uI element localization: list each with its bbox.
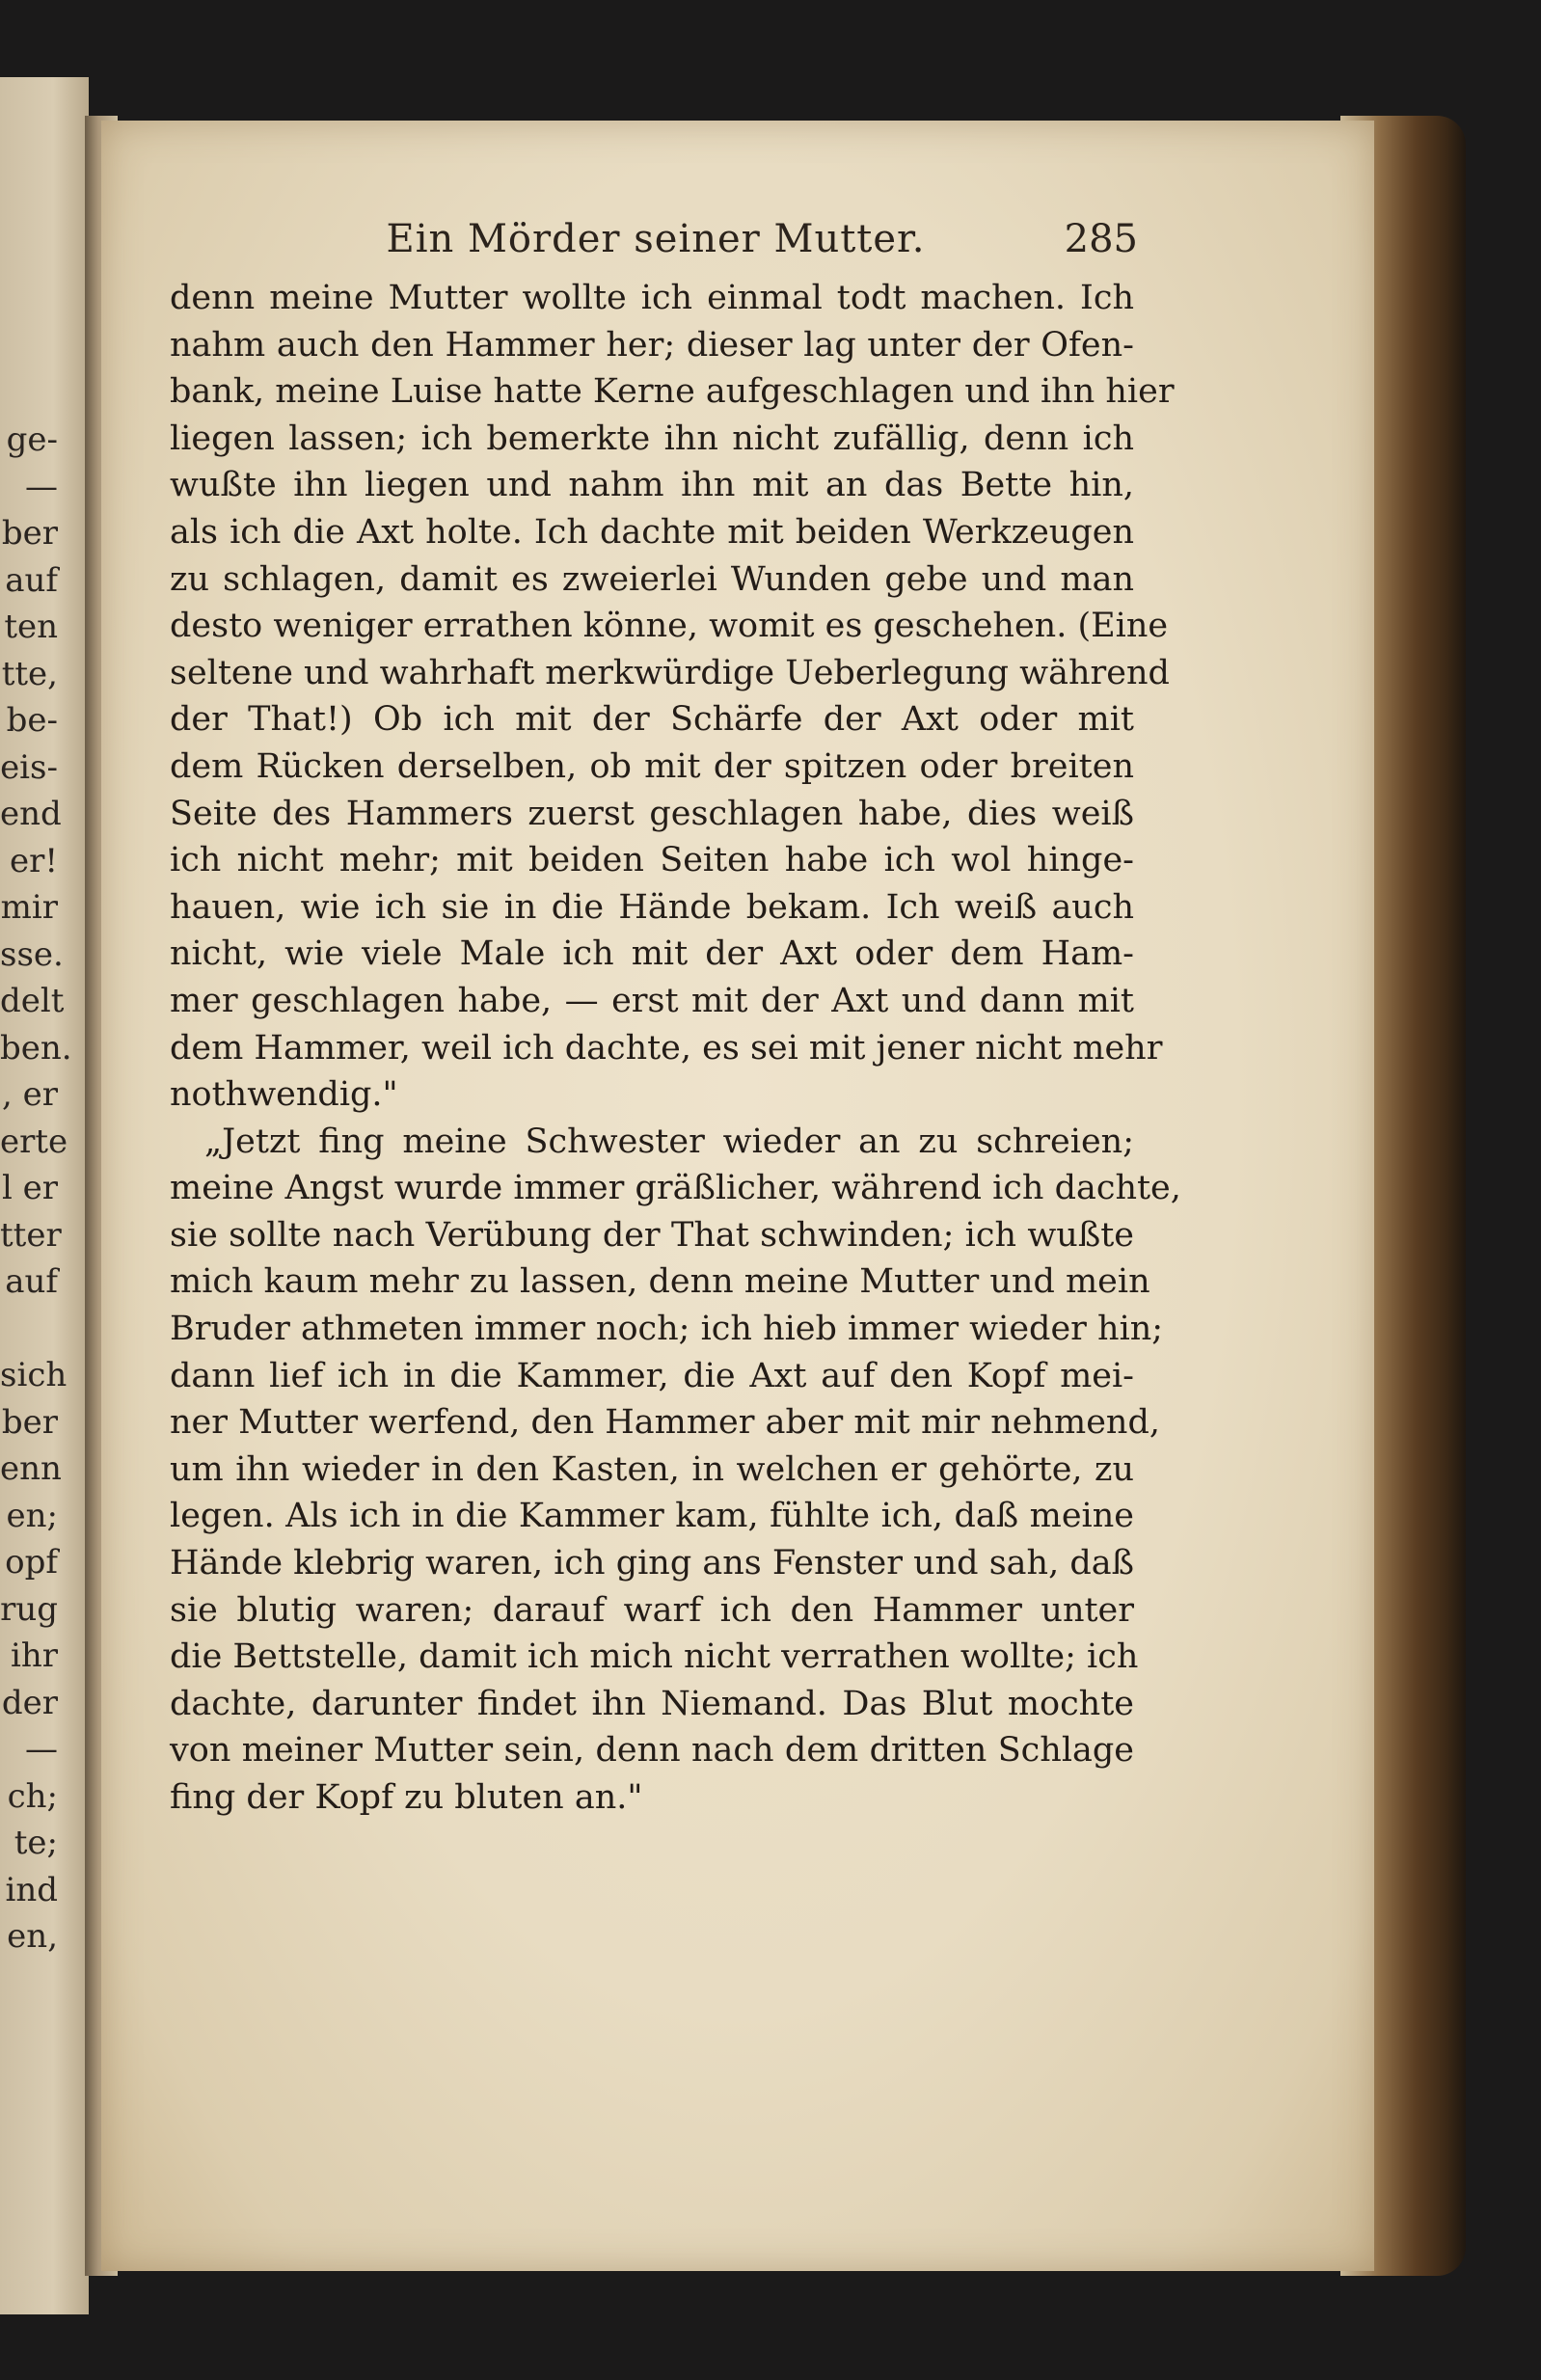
facing-page-fragment: ge- (6, 420, 58, 459)
facing-page-fragment: ben. (0, 1028, 72, 1068)
running-head: Ein Mörder seiner Mutter. (386, 217, 926, 261)
text-line: fing der Kopf zu bluten an." (170, 1778, 643, 1817)
text-line: ich nicht mehr; mit beiden Seiten habe ich wol hinge- (170, 841, 1134, 880)
facing-page-fragment: en, (7, 1917, 58, 1956)
text-line: Seite des Hammers zuerst geschlagen habe, dies weiß (170, 794, 1134, 833)
facing-page-fragment: opf (5, 1543, 58, 1582)
facing-page-fragment (0, 1306, 58, 1353)
facing-page-fragment: enn (0, 1449, 62, 1488)
text-line: Hände klebrig waren, ich ging ans Fenster und sah, daß (170, 1544, 1134, 1583)
facing-page-fragment: rug (0, 1589, 58, 1629)
facing-page-fragment: en; (6, 1496, 58, 1535)
facing-page-fragment: tter (0, 1215, 62, 1255)
text-line: sie sollte nach Verübung der That schwinden; ich wußte (170, 1215, 1134, 1255)
text-line: meine Angst wurde immer gräßlicher, während ich dachte, (170, 1169, 1181, 1208)
facing-page-fragment: ihr (10, 1636, 58, 1675)
facing-page-fragment: , er (2, 1075, 58, 1114)
facing-page-fragment: tte, (1, 654, 58, 693)
facing-page-left (0, 77, 89, 2314)
facing-page-fragment: der (1, 1683, 58, 1722)
text-line: dem Rücken derselben, ob mit der spitzen oder breiten (170, 746, 1134, 786)
facing-page-fragment: mir (0, 888, 58, 927)
text-line: nothwendig." (170, 1075, 398, 1115)
facing-page-fragment: ten (4, 608, 58, 646)
facing-page-fragment: auf (5, 1262, 58, 1301)
facing-page-fragment: eis- (0, 747, 58, 787)
facing-page-fragment: erte (0, 1122, 68, 1161)
facing-page-fragment: end (0, 795, 62, 833)
text-line: dachte, darunter findet ihn Niemand. Das Blut mochte (170, 1684, 1134, 1723)
text-line: der That!) Ob ich mit der Schärfe der Axt oder mit (170, 700, 1134, 740)
facing-page-fragment: sich (0, 1356, 68, 1394)
facing-page-fragment: ch; (7, 1776, 58, 1816)
facing-page-fragment: er! (9, 841, 58, 880)
page-number: 285 (1064, 217, 1138, 261)
text-line: wußte ihn liegen und nahm ihn mit an das Bette hin, (170, 466, 1134, 505)
facing-page-fragment: delt (0, 982, 65, 1020)
text-line: dann lief ich in die Kammer, die Axt auf den Kopf mei- (170, 1356, 1134, 1395)
facing-page-fragment: te; (14, 1824, 58, 1862)
facing-page-fragment: ind (5, 1870, 58, 1909)
facing-page-text-fragments (0, 417, 72, 1961)
text-line: sie blutig waren; darauf warf ich den Hammer unter (170, 1590, 1134, 1630)
text-line: mer geschlagen habe, — erst mit der Axt und dann mit (170, 981, 1134, 1020)
text-line: denn meine Mutter wollte ich einmal todt machen. Ich (170, 279, 1134, 317)
text-line: zu schlagen, damit es zweierlei Wunden gebe und man (170, 559, 1134, 599)
facing-page-fragment: — (25, 1730, 58, 1769)
text-line: hauen, wie ich sie in die Hände bekam. Ich weiß auch (170, 887, 1134, 927)
facing-page-fragment: be- (6, 701, 58, 740)
facing-page-fragment: ber (1, 514, 58, 553)
text-line: „Jetzt fing meine Schwester wieder an zu schreien; (204, 1122, 1134, 1161)
facing-page-fragment: ber (1, 1402, 58, 1442)
text-line: nahm auch den Hammer her; dieser lag unter der Ofen- (170, 325, 1134, 365)
text-line: als ich die Axt holte. Ich dachte mit beiden Werkzeugen (170, 512, 1134, 552)
text-line: nicht, wie viele Male ich mit der Axt oder dem Ham- (170, 934, 1134, 974)
page-header (309, 210, 1138, 268)
text-line: von meiner Mutter sein, denn nach dem dritten Schlage (170, 1731, 1134, 1771)
text-line: Bruder athmeten immer noch; ich hieb immer wieder hin; (170, 1310, 1164, 1349)
text-line: liegen lassen; ich bemerkte ihn nicht zufällig, denn ich (170, 419, 1134, 458)
facing-page-fragment: — (25, 467, 58, 506)
page-body-text (170, 275, 1181, 1822)
facing-page-fragment: auf (5, 560, 58, 600)
text-line: ner Mutter werfend, den Hammer aber mit mir nehmend, (170, 1403, 1160, 1443)
facing-page-fragment: l er (1, 1169, 58, 1207)
text-line: dem Hammer, weil ich dachte, es sei mit jener nicht mehr (170, 1028, 1163, 1068)
text-line: um ihn wieder in den Kasten, in welchen er gehörte, zu (170, 1449, 1134, 1489)
text-line: seltene und wahrhaft merkwürdige Ueberlegung während (170, 653, 1170, 692)
text-line: legen. Als ich in die Kammer kam, fühlte ich, daß meine (170, 1497, 1134, 1536)
facing-page-fragment: sse. (0, 934, 64, 974)
text-line: die Bettstelle, damit ich mich nicht verrathen wollte; ich (170, 1637, 1139, 1677)
text-line: bank, meine Luise hatte Kerne aufgeschlagen und ihn hier (170, 372, 1175, 412)
text-line: mich kaum mehr zu lassen, denn meine Mutter und mein (170, 1262, 1150, 1302)
text-line: desto weniger errathen könne, womit es geschehen. (Eine (170, 607, 1169, 646)
